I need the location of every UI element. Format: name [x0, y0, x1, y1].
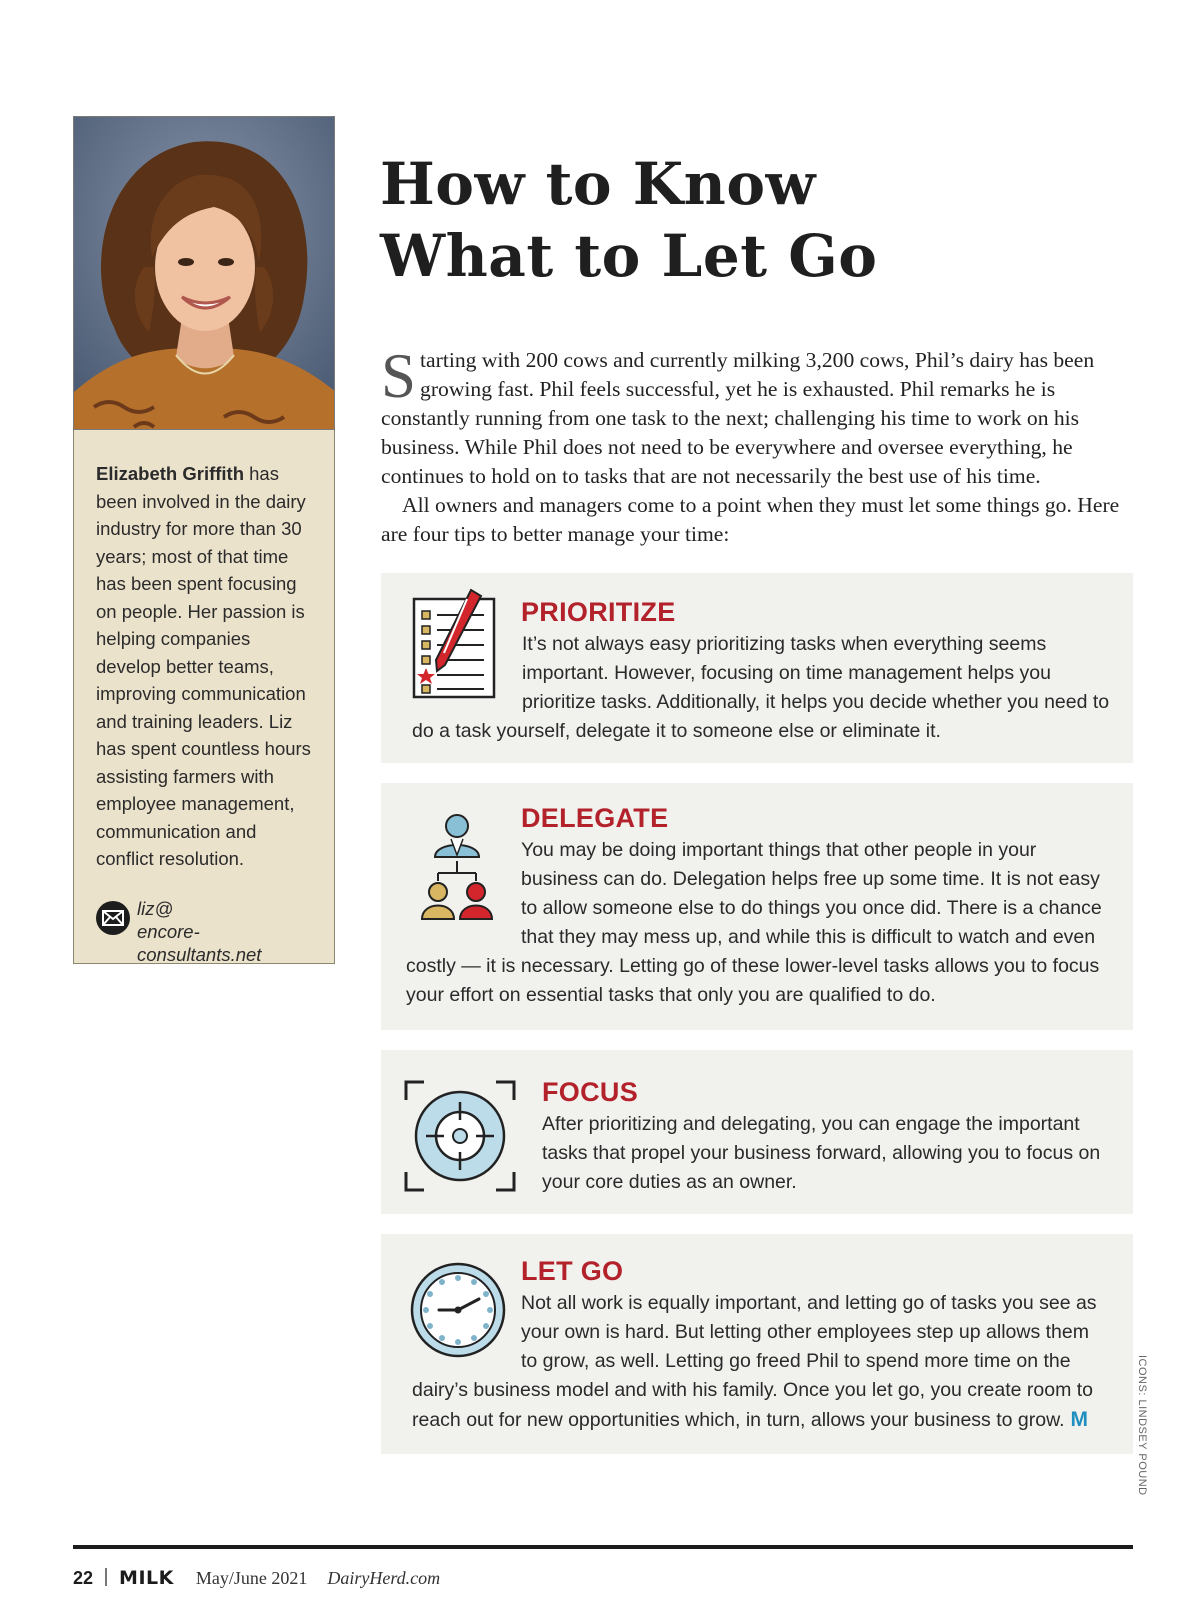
magazine-logo: MILK — [119, 1567, 174, 1589]
page-footer — [73, 1566, 440, 1594]
footer-rule — [73, 1545, 1133, 1549]
tip-title-focus: FOCUS — [542, 1077, 638, 1107]
intro-paragraph-1: Starting with 200 cows and currently milking 3,200 cows, Phil’s dairy has been growing fast. Phil feels successful, yet he is exhausted. Phil remarks he is constantly running from one task to the next; challenging his time to work on his business. While Phil does not need to be everywhere and oversee everything, he continues to hold on to tasks that are not necessarily the best use of his time. — [381, 341, 1095, 488]
tip-body-focus: After prioritizing and delegating, you can engage the important tasks that propel your business forward, allowing you to focus on your core duties as an owner. — [542, 1113, 1101, 1193]
tip-card-focus — [381, 1050, 1133, 1214]
tip-card-delegate — [381, 783, 1133, 1030]
article-intro — [381, 341, 1127, 549]
icon-credit: ICONS: LINDSEY POUND — [1136, 1355, 1148, 1496]
author-bio-box — [73, 430, 335, 964]
author-contact — [96, 897, 316, 966]
end-mark: M — [1070, 1408, 1089, 1431]
author-portrait-image — [74, 117, 335, 430]
author-bio-text: has been involved in the dairy industry for more than 30 years; most of that time has been spent focusing on people. Her passion is helping companies develop better teams, improving communication and training leaders. Liz has spent countless hours assisting farmers with employee management, communication and conflict resolution. — [96, 463, 311, 869]
tip-title-let-go: LET GO — [521, 1256, 624, 1286]
issue-date: May/June 2021 — [195, 1568, 308, 1588]
tip-title-delegate: DELEGATE — [521, 803, 669, 833]
envelope-icon — [96, 901, 130, 935]
tip-title-prioritize: PRIORITIZE — [521, 597, 676, 627]
tip-body-prioritize: It’s not always easy prioritizing tasks when everything seems important. However, focusing on time management helps you prioritize tasks. Additionally, it helps you decide whether you need to do a task yourself, delegate it to someone else or eliminate it. — [412, 633, 1110, 742]
author-bio — [96, 460, 316, 873]
footer-divider — [105, 1568, 107, 1586]
drop-cap: S — [381, 341, 417, 411]
author-name: Elizabeth Griffith — [96, 463, 244, 484]
article-headline: How to Know What to Let Go — [380, 150, 878, 290]
target-crosshair-icon — [404, 1080, 516, 1192]
intro-paragraph-2: All owners and managers come to a point when they must let some things go. Here are four tips to better manage your time: — [381, 493, 1120, 546]
tip-body-let-go: Not all work is equally important, and letting go of tasks you see as your own is hard. But letting other employees step up allows them to grow, as well. Letting go freed Phil to spend more time on the dairy’s business model and with his family. Once you let go, you create room to reach out for new opportunities which, in turn, allows your business to grow. M — [412, 1292, 1097, 1431]
page-number: 22 — [73, 1568, 94, 1588]
website-link[interactable]: DairyHerd.com — [327, 1568, 441, 1588]
tip-body-delegate: You may be doing important things that other people in your business can do. Delegation helps free up some time. It is not easy to allow someone else to do things you once did. There is a chance that they may mess up, and while this is difficult to watch and even costly — it is necessary. Letting go of these lower-level tasks allows you to focus your effort on essential tasks that only you are qualified to do. — [406, 839, 1102, 1006]
author-photo — [73, 116, 335, 430]
tip-card-prioritize — [381, 573, 1133, 763]
tip-card-let-go — [381, 1234, 1133, 1454]
author-email[interactable]: liz@ encore-consultants.net — [137, 897, 262, 965]
